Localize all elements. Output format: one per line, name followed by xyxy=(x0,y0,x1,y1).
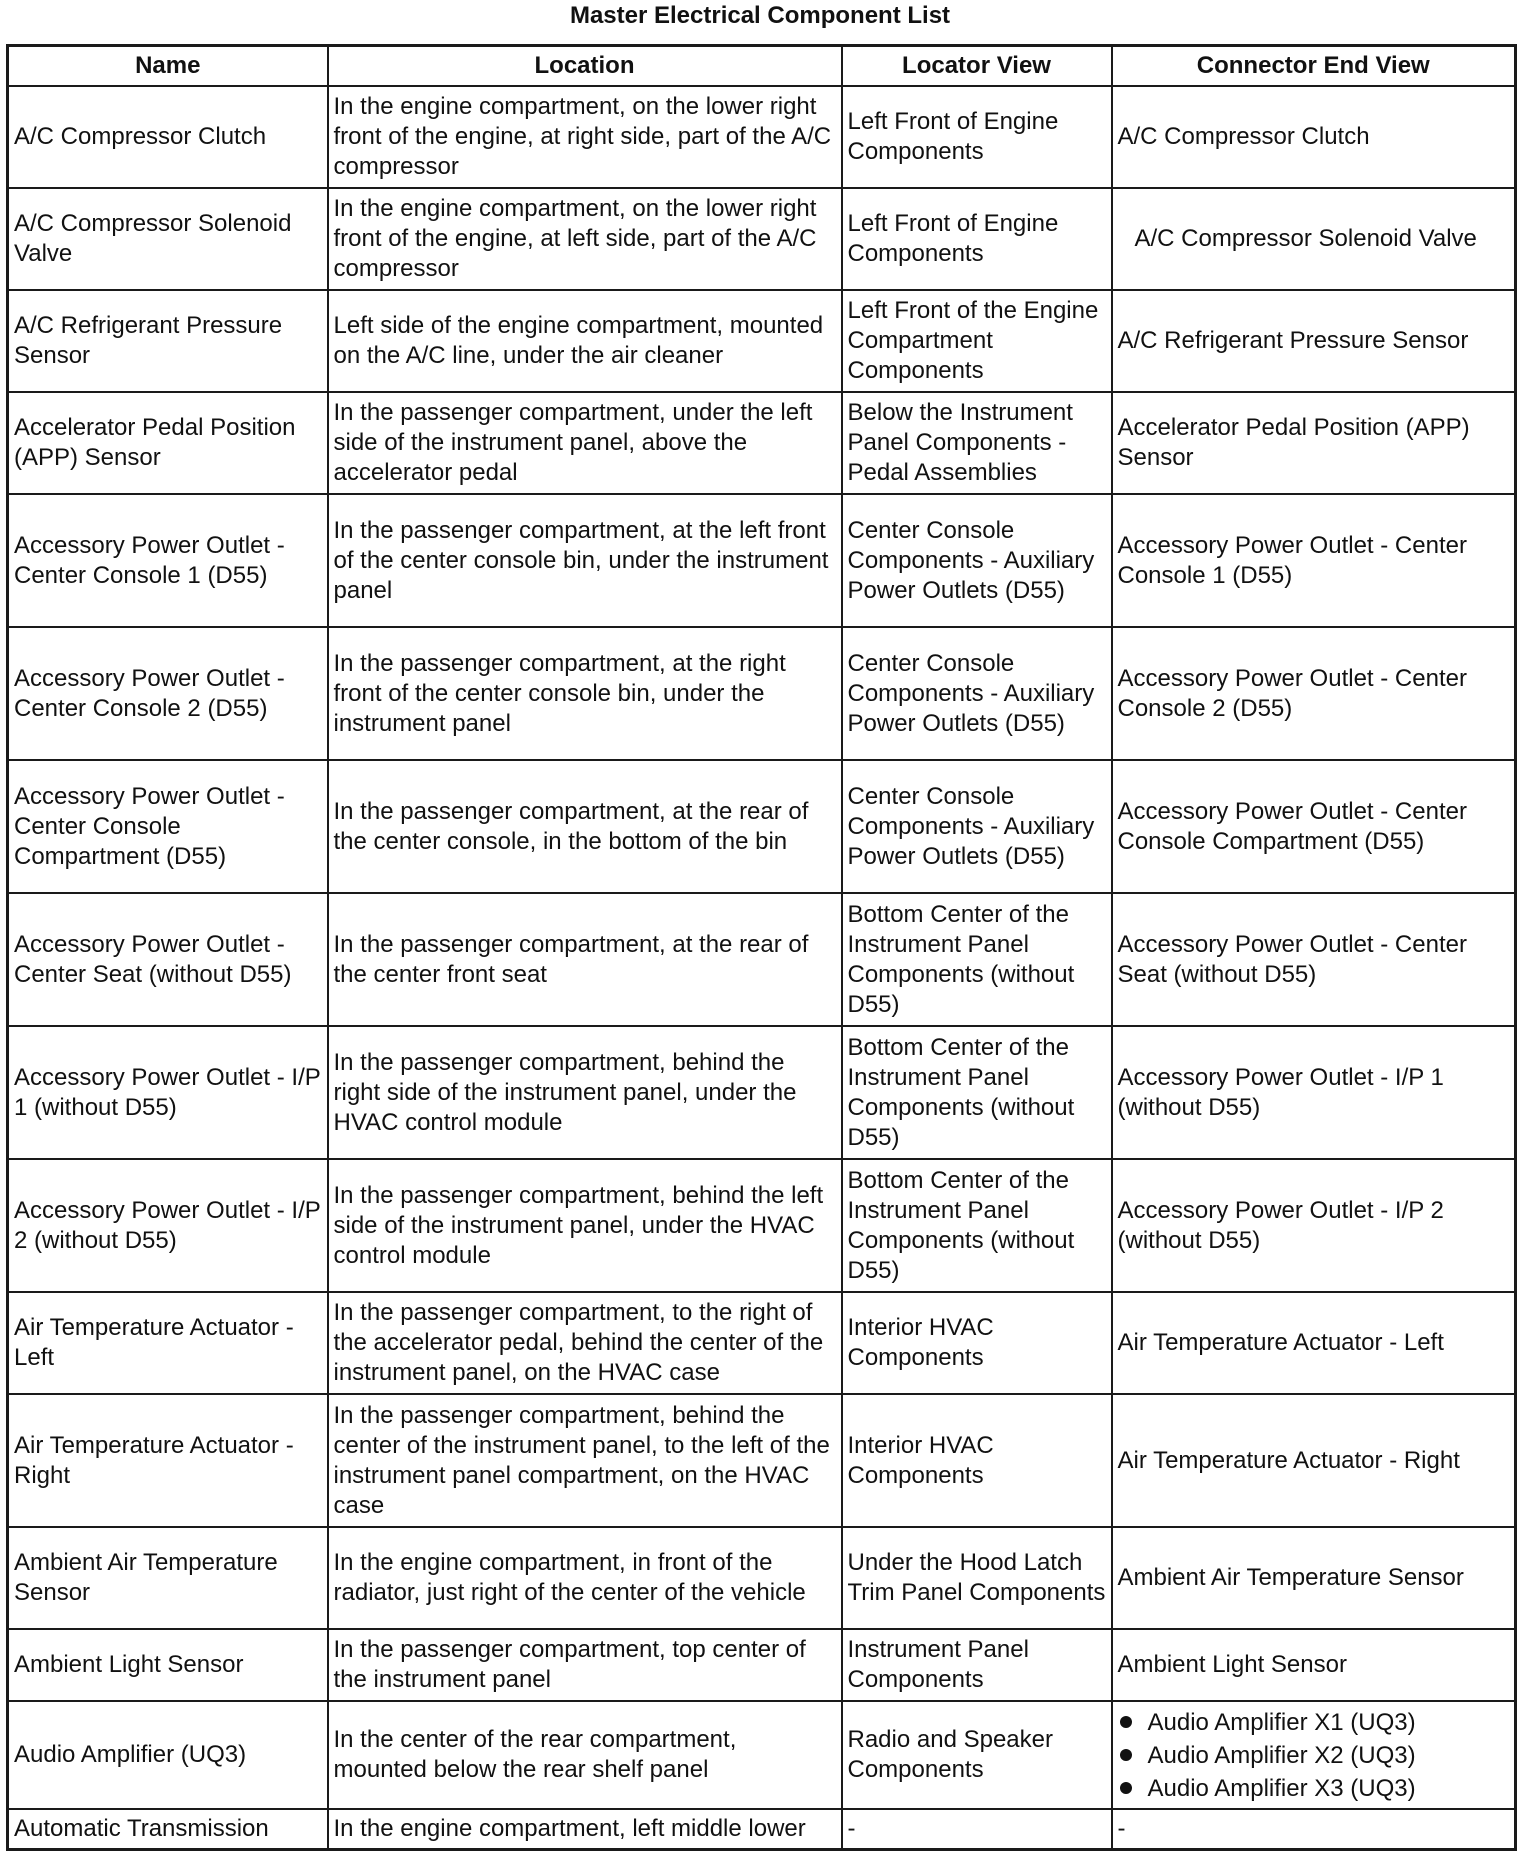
cell-location: In the passenger compartment, behind the left side of the instrument panel, under the HVAC control module xyxy=(328,1159,842,1292)
cell-connector-end-view: Air Temperature Actuator - Right xyxy=(1112,1394,1516,1527)
list-item: Audio Amplifier X1 (UQ3) xyxy=(1118,1706,1510,1739)
cell-name: Accessory Power Outlet - I/P 1 (without D55) xyxy=(8,1026,328,1159)
table-row xyxy=(8,1159,1516,1292)
cell-name: Ambient Air Temperature Sensor xyxy=(8,1527,328,1629)
cell-locator-view: Interior HVAC Components xyxy=(842,1394,1112,1527)
cell-name: Accessory Power Outlet - I/P 2 (without D55) xyxy=(8,1159,328,1292)
header-name: Name xyxy=(8,46,328,87)
cell-locator-view: Center Console Components - Auxiliary Power Outlets (D55) xyxy=(842,627,1112,760)
cell-name: Automatic Transmission xyxy=(8,1809,328,1849)
table-row xyxy=(8,494,1516,627)
table-row xyxy=(8,1026,1516,1159)
table-row xyxy=(8,1701,1516,1809)
cell-connector-end-view: Accessory Power Outlet - Center Console Compartment (D55) xyxy=(1112,760,1516,893)
cell-location: In the passenger compartment, behind the right side of the instrument panel, under the HVAC control module xyxy=(328,1026,842,1159)
cell-locator-view: Left Front of Engine Components xyxy=(842,188,1112,290)
cell-location: In the passenger compartment, at the rear of the center front seat xyxy=(328,893,842,1026)
cell-connector-end-view: Accessory Power Outlet - I/P 1 (without D55) xyxy=(1112,1026,1516,1159)
cell-locator-view: Left Front of the Engine Compartment Components xyxy=(842,290,1112,392)
cell-connector-end-view: - xyxy=(1112,1809,1516,1849)
cell-name: A/C Compressor Clutch xyxy=(8,86,328,188)
cell-connector-end-view: Accelerator Pedal Position (APP) Sensor xyxy=(1112,392,1516,494)
header-location: Location xyxy=(328,46,842,87)
cell-locator-view: Bottom Center of the Instrument Panel Components (without D55) xyxy=(842,893,1112,1026)
list-item: Audio Amplifier X2 (UQ3) xyxy=(1118,1739,1510,1772)
header-row xyxy=(8,46,1516,87)
cell-locator-view: Instrument Panel Components xyxy=(842,1629,1112,1701)
cell-connector-end-view: Accessory Power Outlet - I/P 2 (without D55) xyxy=(1112,1159,1516,1292)
table-row xyxy=(8,188,1516,290)
cell-location: In the passenger compartment, at the right front of the center console bin, under the instrument panel xyxy=(328,627,842,760)
cell-name: Ambient Light Sensor xyxy=(8,1629,328,1701)
cell-location: In the center of the rear compartment, mounted below the rear shelf panel xyxy=(328,1701,842,1809)
cell-connector-end-view: Accessory Power Outlet - Center Seat (without D55) xyxy=(1112,893,1516,1026)
cell-connector-end-view: Ambient Air Temperature Sensor xyxy=(1112,1527,1516,1629)
cell-location: In the passenger compartment, at the rear of the center console, in the bottom of the bin xyxy=(328,760,842,893)
cell-name: Air Temperature Actuator - Right xyxy=(8,1394,328,1527)
cell-location: In the passenger compartment, behind the center of the instrument panel, to the left of the instrument panel compartment, on the HVAC case xyxy=(328,1394,842,1527)
cell-name: Accessory Power Outlet - Center Console 2 (D55) xyxy=(8,627,328,760)
cell-location: In the engine compartment, left middle lower xyxy=(328,1809,842,1849)
cell-connector-end-view: Ambient Light Sensor xyxy=(1112,1629,1516,1701)
cell-name: Accessory Power Outlet - Center Console 1 (D55) xyxy=(8,494,328,627)
table-row xyxy=(8,1394,1516,1527)
cell-location: In the passenger compartment, to the right of the accelerator pedal, behind the center of the instrument panel, on the HVAC case xyxy=(328,1292,842,1394)
table-row xyxy=(8,1292,1516,1394)
cell-locator-view: Left Front of Engine Components xyxy=(842,86,1112,188)
cell-connector-end-view: Accessory Power Outlet - Center Console 2 (D55) xyxy=(1112,627,1516,760)
cell-location: In the passenger compartment, top center of the instrument panel xyxy=(328,1629,842,1701)
page-title: Master Electrical Component List xyxy=(569,2,951,29)
cell-connector-end-view xyxy=(1112,1701,1516,1809)
table-row xyxy=(8,760,1516,893)
table-row xyxy=(8,627,1516,760)
cell-name: A/C Compressor Solenoid Valve xyxy=(8,188,328,290)
table-row xyxy=(8,1527,1516,1629)
cell-connector-end-view: Accessory Power Outlet - Center Console 1 (D55) xyxy=(1112,494,1516,627)
cell-connector-end-view: A/C Refrigerant Pressure Sensor xyxy=(1112,290,1516,392)
component-table xyxy=(6,44,1517,1851)
cell-locator-view: Center Console Components - Auxiliary Power Outlets (D55) xyxy=(842,760,1112,893)
cell-name: Air Temperature Actuator - Left xyxy=(8,1292,328,1394)
cell-location: In the passenger compartment, at the left front of the center console bin, under the instrument panel xyxy=(328,494,842,627)
connector-list xyxy=(1118,1706,1510,1805)
header-connector-end-view: Connector End View xyxy=(1112,46,1516,87)
table-row xyxy=(8,86,1516,188)
cell-location: Left side of the engine compartment, mounted on the A/C line, under the air cleaner xyxy=(328,290,842,392)
cell-name: A/C Refrigerant Pressure Sensor xyxy=(8,290,328,392)
cell-locator-view: - xyxy=(842,1809,1112,1849)
cell-locator-view: Center Console Components - Auxiliary Power Outlets (D55) xyxy=(842,494,1112,627)
cell-locator-view: Interior HVAC Components xyxy=(842,1292,1112,1394)
cell-locator-view: Under the Hood Latch Trim Panel Components xyxy=(842,1527,1112,1629)
cell-name: Accessory Power Outlet - Center Seat (without D55) xyxy=(8,893,328,1026)
table-row xyxy=(8,1809,1516,1849)
table-row xyxy=(8,893,1516,1026)
cell-locator-view: Radio and Speaker Components xyxy=(842,1701,1112,1809)
cell-connector-end-view: A/C Compressor Clutch xyxy=(1112,86,1516,188)
header-locator-view: Locator View xyxy=(842,46,1112,87)
cell-connector-end-view: A/C Compressor Solenoid Valve xyxy=(1112,188,1516,290)
table-row xyxy=(8,1629,1516,1701)
cell-location: In the engine compartment, in front of the radiator, just right of the center of the vehicle xyxy=(328,1527,842,1629)
list-item: Audio Amplifier X3 (UQ3) xyxy=(1118,1772,1510,1805)
cell-name: Audio Amplifier (UQ3) xyxy=(8,1701,328,1809)
cell-name: Accelerator Pedal Position (APP) Sensor xyxy=(8,392,328,494)
cell-locator-view: Below the Instrument Panel Components - Pedal Assemblies xyxy=(842,392,1112,494)
table-row xyxy=(8,392,1516,494)
cell-name: Accessory Power Outlet - Center Console Compartment (D55) xyxy=(8,760,328,893)
table-row xyxy=(8,290,1516,392)
cell-locator-view: Bottom Center of the Instrument Panel Components (without D55) xyxy=(842,1159,1112,1292)
cell-location: In the passenger compartment, under the left side of the instrument panel, above the accelerator pedal xyxy=(328,392,842,494)
cell-location: In the engine compartment, on the lower right front of the engine, at right side, part of the A/C compressor xyxy=(328,86,842,188)
cell-connector-end-view: Air Temperature Actuator - Left xyxy=(1112,1292,1516,1394)
cell-location: In the engine compartment, on the lower right front of the engine, at left side, part of the A/C compressor xyxy=(328,188,842,290)
cell-locator-view: Bottom Center of the Instrument Panel Components (without D55) xyxy=(842,1026,1112,1159)
